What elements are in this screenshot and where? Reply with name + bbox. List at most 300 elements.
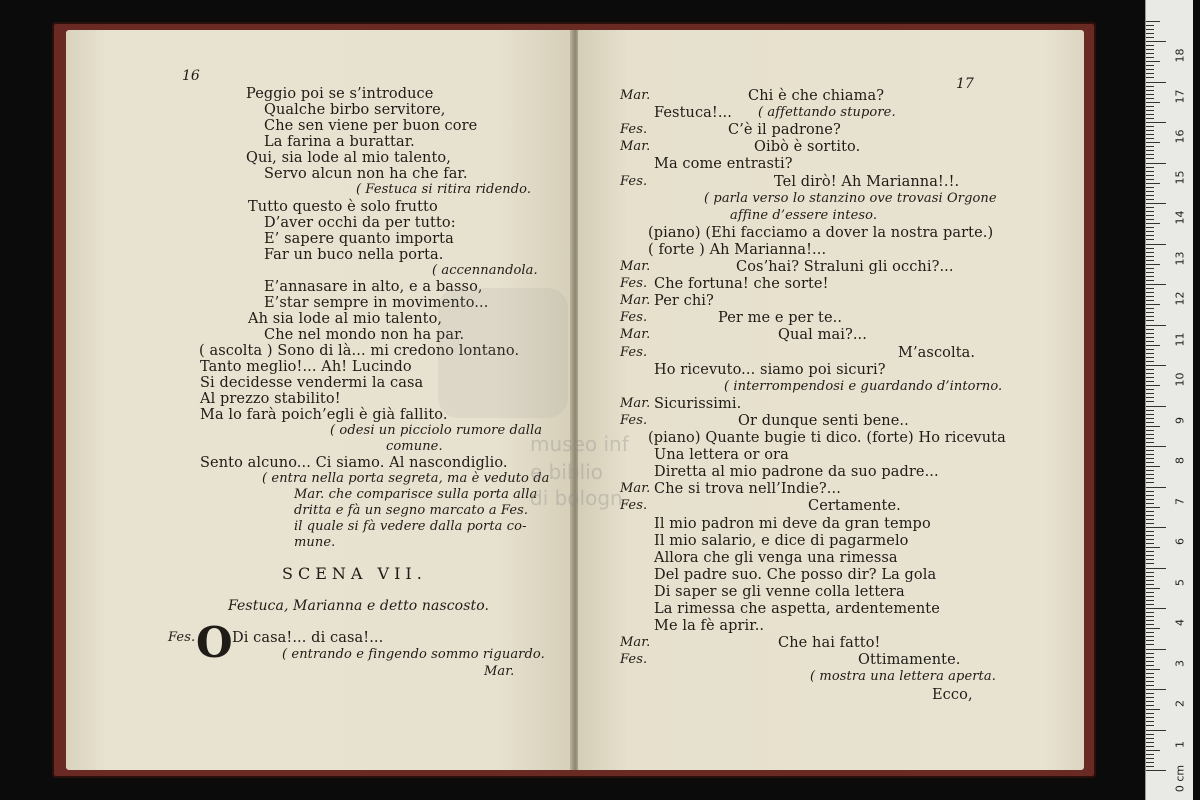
ruler-tick (1146, 418, 1154, 419)
ruler-tick (1146, 86, 1154, 87)
ruler-tick (1146, 725, 1154, 726)
ruler-tick (1146, 393, 1154, 394)
ruler-tick (1146, 446, 1166, 447)
ruler-tick (1146, 543, 1154, 544)
ruler-tick (1146, 766, 1154, 767)
ruler-tick (1146, 264, 1160, 265)
speaker-label: Mar. (620, 259, 651, 274)
ruler-tick (1146, 308, 1154, 309)
ruler-tick (1146, 762, 1154, 763)
ruler-tick (1146, 397, 1154, 398)
ruler-tick (1146, 677, 1154, 678)
ruler-tick (1146, 94, 1154, 95)
ruler-tick (1146, 231, 1154, 232)
ruler-tick (1146, 304, 1160, 305)
ruler-tick (1146, 442, 1154, 443)
dialogue-line: Che si trova nell’Indie?... (654, 481, 841, 498)
ruler-tick (1146, 215, 1154, 216)
ruler-tick (1146, 422, 1154, 423)
dialogue-line: C’è il padrone? (728, 122, 841, 139)
verse-line: Qui, sia lode al mio talento, (246, 150, 451, 166)
watermark-text: museo inf (530, 432, 629, 456)
ruler-number: 9 (1173, 416, 1187, 424)
ruler-tick (1146, 438, 1154, 439)
ruler-tick (1146, 41, 1166, 42)
ruler-tick (1146, 649, 1166, 650)
ruler-tick (1146, 203, 1166, 204)
ruler-tick (1146, 158, 1154, 159)
ruler-tick (1146, 175, 1154, 176)
dialogue-line: Del padre suo. Che posso dir? La gola (654, 566, 937, 583)
ruler-tick (1146, 551, 1154, 552)
right-page (578, 30, 1084, 770)
speaker-label: Mar. (620, 293, 651, 309)
dialogue-line: Per chi? (654, 293, 714, 310)
ruler-unit-label: 0 cm (1173, 764, 1187, 793)
ruler-tick (1146, 183, 1160, 184)
watermark-logo (438, 288, 568, 418)
ruler-tick (1146, 90, 1154, 91)
dialogue-line: Diretta al mio padrone da suo padre... (654, 464, 939, 481)
ruler-tick (1146, 596, 1154, 597)
dialogue-line: Che fortuna! che sorte! (654, 276, 829, 293)
verse-line: Tanto meglio!... Ah! Lucindo (200, 359, 412, 375)
ruler-tick (1146, 163, 1166, 164)
stage-direction: ( interrompendosi e guardando d’intorno. (724, 378, 1003, 394)
dialogue-line: Il mio padron mi deve da gran tempo (654, 515, 931, 532)
ruler-tick (1146, 179, 1154, 180)
ruler-tick (1146, 559, 1154, 560)
ruler-tick (1146, 410, 1154, 411)
speaker-label: Fes. (620, 276, 648, 292)
ruler-tick (1146, 474, 1154, 475)
ruler-tick (1146, 341, 1154, 342)
ruler-tick (1146, 345, 1160, 346)
ruler-tick (1146, 45, 1154, 46)
verse-line: Che sen viene per buon core (264, 118, 478, 134)
ruler-tick (1146, 555, 1154, 556)
scene-characters: Festuca, Marianna e detto nascosto. (228, 598, 490, 614)
ruler-tick (1146, 401, 1154, 402)
ruler-tick (1146, 770, 1166, 771)
ruler-number: 7 (1173, 497, 1187, 505)
stage-direction: Mar. che comparisce sulla porta alla (294, 487, 538, 502)
stage-direction: ( parla verso lo stanzino ove trovasi Orgone (704, 190, 997, 206)
ruler-number: 8 (1173, 457, 1187, 464)
ruler-tick (1146, 57, 1154, 58)
ruler-tick (1146, 377, 1154, 378)
dialogue-line: Il mio salario, e dice di pagarmelo (654, 532, 909, 549)
ruler-tick (1146, 697, 1154, 698)
ruler-tick (1146, 754, 1154, 755)
dialogue-line: Per me e per te.. (718, 310, 843, 327)
ruler-tick (1146, 187, 1154, 188)
stage-direction: il quale si fà vedere dalla porta co- (294, 519, 527, 534)
scene-title: SCENA VII. (282, 564, 427, 583)
ruler-tick (1146, 450, 1154, 451)
ruler-tick (1146, 693, 1154, 694)
ruler-tick (1146, 612, 1154, 613)
dialogue-line: Oibò è sortito. (754, 139, 861, 156)
ruler-tick (1146, 709, 1160, 710)
ruler-tick (1146, 349, 1154, 350)
ruler-tick (1146, 701, 1154, 702)
ruler-tick (1146, 77, 1154, 78)
ruler-number: 3 (1173, 659, 1187, 667)
ruler-number: 6 (1173, 538, 1187, 545)
ruler-number: 15 (1173, 170, 1187, 184)
ruler-tick (1146, 385, 1160, 386)
ruler-number: 1 (1173, 740, 1187, 748)
ruler-tick (1146, 316, 1154, 317)
ruler-number: 13 (1173, 251, 1187, 265)
ruler-tick (1146, 738, 1154, 739)
ruler-tick (1146, 434, 1154, 435)
dialogue-line: Chi è che chiama? (748, 88, 885, 104)
ruler-tick (1146, 130, 1154, 131)
ruler-number: 14 (1173, 210, 1187, 225)
ruler-tick (1146, 620, 1154, 621)
speaker-label: Fes. (620, 310, 648, 326)
verse-line: E’ sapere quanto importa (264, 231, 454, 247)
watermark-text: di bologn (530, 486, 623, 510)
ruler-tick (1146, 73, 1154, 74)
ruler-tick (1146, 632, 1154, 633)
dialogue-line: (piano) (Ehi facciamo a dover la nostra parte.) (648, 224, 994, 241)
dialogue-line: Certamente. (808, 498, 901, 515)
ruler-tick (1146, 430, 1154, 431)
stage-direction: ( odesi un picciolo rumore dalla (330, 423, 543, 438)
ruler-tick (1146, 211, 1154, 212)
speaker-label: Mar. (620, 327, 651, 343)
catchword: Mar. (484, 664, 515, 679)
ruler-tick (1146, 576, 1154, 577)
ruler-tick (1146, 547, 1160, 548)
ruler-tick (1146, 470, 1154, 471)
verse-line: Di casa!... di casa!... (232, 630, 384, 646)
ruler-tick (1146, 523, 1154, 524)
dialogue-line: (piano) Quante bugie ti dico. (forte) Ho ricevuta (648, 430, 1006, 446)
ruler-tick (1146, 487, 1166, 488)
ruler-tick (1146, 373, 1154, 374)
dialogue-line: Allora che gli venga una rimessa (654, 549, 898, 566)
ruler-tick (1146, 628, 1160, 629)
ruler-tick (1146, 491, 1154, 492)
ruler-tick (1146, 146, 1154, 147)
verse-line: Ah sia lode al mio talento, (248, 311, 443, 327)
ruler-tick (1146, 21, 1160, 22)
measuring-ruler (1145, 0, 1193, 800)
ruler-number: 17 (1173, 89, 1187, 103)
ruler-tick (1146, 657, 1154, 658)
ruler-tick (1146, 110, 1154, 111)
ruler-tick (1146, 134, 1154, 135)
dialogue-line: Or dunque senti bene.. (738, 412, 909, 429)
ruler-tick (1146, 482, 1154, 483)
verse-line: E’star sempre in movimento... (264, 295, 489, 311)
dialogue-line: Me la fè aprir.. (654, 618, 765, 635)
ruler-tick (1146, 248, 1154, 249)
ruler-tick (1146, 624, 1154, 625)
dialogue-line: Che hai fatto! (778, 635, 881, 652)
ruler-tick (1146, 235, 1154, 236)
ruler-tick (1146, 102, 1160, 103)
ruler-tick (1146, 239, 1154, 240)
ruler-tick (1146, 750, 1160, 751)
speaker-label: Fes. (620, 412, 648, 428)
ruler-number: 18 (1173, 48, 1187, 63)
ruler-tick (1146, 454, 1154, 455)
ruler-tick (1146, 580, 1154, 581)
ruler-tick (1146, 588, 1160, 589)
ruler-tick (1146, 600, 1154, 601)
ruler-tick (1146, 300, 1154, 301)
ruler-tick (1146, 296, 1154, 297)
speaker-label: Mar. (620, 88, 651, 103)
ruler-tick (1146, 191, 1154, 192)
ruler-tick (1146, 98, 1154, 99)
ruler-tick (1146, 25, 1154, 26)
ruler-tick (1146, 608, 1166, 609)
stage-direction: ( mostra una lettera aperta. (810, 669, 996, 685)
stage-direction: affine d’essere inteso. (730, 207, 878, 223)
verse-line: Che nel mondo non ha par. (264, 327, 465, 343)
speaker-label: Fes. (620, 122, 648, 138)
ruler-number: 11 (1173, 332, 1187, 346)
ruler-tick (1146, 519, 1154, 520)
stage-direction: ( Festuca si ritira ridendo. (356, 182, 532, 197)
ruler-tick (1146, 65, 1154, 66)
ruler-tick (1146, 721, 1154, 722)
ruler-number: 4 (1173, 619, 1187, 626)
page-number-right: 17 (956, 76, 974, 92)
ruler-tick (1146, 154, 1154, 155)
stage-direction: comune. (386, 439, 443, 454)
ruler-tick (1146, 563, 1154, 564)
stage-direction: ( entra nella porta segreta, ma è veduto da (262, 471, 550, 486)
ruler-tick (1146, 568, 1166, 569)
ruler-tick (1146, 337, 1154, 338)
ruler-tick (1146, 572, 1154, 573)
ruler-number: 12 (1173, 291, 1187, 306)
ruler-tick (1146, 414, 1154, 415)
ruler-tick (1146, 734, 1154, 735)
ruler-tick (1146, 142, 1160, 143)
ruler-tick (1146, 256, 1154, 257)
ruler-tick (1146, 539, 1154, 540)
verse-line: Sento alcuno... Ci siamo. Al nascondiglio. (200, 455, 508, 471)
speaker-label: Mar. (620, 481, 651, 497)
verse-line: Si decidesse vendermi la casa (200, 375, 424, 391)
watermark-text: e biblio (530, 460, 603, 484)
stage-direction: ( affettando stupore. (758, 105, 896, 121)
ruler-tick (1146, 171, 1154, 172)
ruler-tick (1146, 53, 1154, 54)
ruler-tick (1146, 37, 1154, 38)
verse-line: Servo alcun non ha che far. (264, 166, 468, 182)
ruler-tick (1146, 227, 1154, 228)
ruler-tick (1146, 325, 1166, 326)
dialogue-line: Di saper se gli venne colla lettera (654, 583, 905, 600)
speaker-label: Fes. (620, 344, 648, 360)
verse-line: Al prezzo stabilito! (200, 391, 341, 407)
ruler-tick (1146, 616, 1154, 617)
verse-line: La farina a burattar. (264, 134, 415, 150)
ruler-tick (1146, 195, 1154, 196)
ruler-tick (1146, 150, 1154, 151)
ruler-tick (1146, 369, 1154, 370)
ruler-tick (1146, 673, 1154, 674)
ruler-tick (1146, 126, 1154, 127)
ruler-tick (1146, 389, 1154, 390)
ruler-tick (1146, 292, 1154, 293)
ruler-tick (1146, 49, 1154, 50)
ruler-tick (1146, 167, 1154, 168)
speaker-label: Fes. (620, 498, 648, 514)
verse-line: Ma lo farà poich’egli è già fallito. (200, 407, 448, 423)
speaker-label: Mar. (620, 139, 651, 155)
verse-line: Peggio poi se s’introduce (246, 86, 434, 102)
ruler-tick (1146, 244, 1166, 245)
ruler-tick (1146, 681, 1154, 682)
ruler-tick (1146, 114, 1154, 115)
ruler-tick (1146, 33, 1154, 34)
dialogue-line: ( forte ) Ah Marianna!... (648, 241, 827, 258)
ruler-tick (1146, 653, 1154, 654)
ruler-tick (1146, 535, 1154, 536)
ruler-tick (1146, 685, 1154, 686)
ruler-tick (1146, 357, 1154, 358)
speaker-label: Fes. (620, 652, 648, 668)
ruler-tick (1146, 499, 1154, 500)
ruler-tick (1146, 353, 1154, 354)
dialogue-line: Qual mai?... (778, 327, 867, 344)
speaker-label: Mar. (620, 635, 651, 651)
ruler-tick (1146, 661, 1154, 662)
ruler-tick (1146, 503, 1154, 504)
ruler-tick (1146, 640, 1154, 641)
ruler-tick (1146, 333, 1154, 334)
dialogue-line: Tel dirò! Ah Marianna!.!. (774, 173, 960, 190)
ruler-tick (1146, 527, 1166, 528)
ruler-tick (1146, 665, 1154, 666)
ruler-tick (1146, 644, 1154, 645)
dialogue-line: Ecco, (932, 686, 973, 703)
verse-line: D’aver occhi da per tutto: (264, 215, 456, 231)
ruler-tick (1146, 758, 1154, 759)
ruler-tick (1146, 272, 1154, 273)
ruler-tick (1146, 515, 1154, 516)
ruler-tick (1146, 320, 1154, 321)
verse-line: E’annasare in alto, e a basso, (264, 279, 483, 295)
stage-direction: ( entrando e fingendo sommo riguardo. (282, 647, 545, 662)
verse-line: Tutto questo è solo frutto (248, 199, 438, 215)
drop-cap: O (196, 618, 233, 667)
ruler-tick (1146, 713, 1154, 714)
ruler-tick (1146, 268, 1154, 269)
ruler-tick (1146, 29, 1154, 30)
ruler-tick (1146, 466, 1160, 467)
dialogue-line: Una lettera or ora (654, 447, 789, 464)
ruler-tick (1146, 458, 1154, 459)
ruler-number: 10 (1173, 372, 1187, 387)
ruler-tick (1146, 312, 1154, 313)
stage-direction: mune. (294, 535, 336, 550)
verse-line: ( ascolta ) Sono di là... mi credono lontano. (199, 343, 520, 359)
ruler-tick (1146, 705, 1154, 706)
ruler-tick (1146, 689, 1166, 690)
ruler-tick (1146, 252, 1154, 253)
ruler-tick (1146, 636, 1154, 637)
dialogue-line: Cos’hai? Straluni gli occhi?... (736, 259, 954, 275)
ruler-tick (1146, 199, 1154, 200)
ruler-tick (1146, 106, 1154, 107)
dialogue-line: La rimessa che aspetta, ardentemente (654, 601, 940, 617)
ruler-tick (1146, 284, 1166, 285)
ruler-tick (1146, 381, 1154, 382)
ruler-tick (1146, 219, 1154, 220)
speaker-label: Fes. (620, 173, 648, 189)
dialogue-line: Festuca!... (654, 105, 732, 122)
ruler-tick (1146, 604, 1154, 605)
dialogue-line: Sicurissimi. (654, 395, 742, 412)
ruler-tick (1146, 717, 1154, 718)
ruler-tick (1146, 223, 1160, 224)
verse-line: Qualche birbo servitore, (264, 102, 446, 118)
ruler-tick (1146, 118, 1154, 119)
page-number-left: 16 (182, 68, 200, 84)
ruler-number: 16 (1173, 129, 1187, 144)
ruler-number: 2 (1173, 700, 1187, 707)
ruler-tick (1146, 592, 1154, 593)
ruler-tick (1146, 365, 1166, 366)
ruler-tick (1146, 280, 1154, 281)
ruler-tick (1146, 507, 1160, 508)
ruler-tick (1146, 276, 1154, 277)
ruler-tick (1146, 742, 1154, 743)
dialogue-line: Ma come entrasti? (654, 156, 793, 173)
ruler-tick (1146, 61, 1160, 62)
speaker-label: Mar. (620, 395, 651, 411)
ruler-tick (1146, 138, 1154, 139)
dialogue-line: M’ascolta. (898, 344, 976, 361)
ruler-tick (1146, 260, 1154, 261)
ruler-tick (1146, 746, 1154, 747)
ruler-tick (1146, 462, 1154, 463)
ruler-tick (1146, 288, 1154, 289)
ruler-tick (1146, 584, 1154, 585)
ruler-tick (1146, 511, 1154, 512)
ruler-tick (1146, 478, 1154, 479)
speaker-label: Fes. (168, 630, 196, 645)
ruler-tick (1146, 495, 1154, 496)
ruler-tick (1146, 730, 1166, 731)
ruler-tick (1146, 69, 1154, 70)
ruler-tick (1146, 426, 1160, 427)
ruler-tick (1146, 82, 1166, 83)
stage-direction: ( accennandola. (432, 263, 538, 278)
ruler-number: 5 (1173, 578, 1187, 586)
ruler-tick (1146, 406, 1166, 407)
ruler-tick (1146, 361, 1154, 362)
ruler-tick (1146, 207, 1154, 208)
dialogue-line: Ho ricevuto... siamo poi sicuri? (654, 361, 886, 378)
ruler-tick (1146, 122, 1166, 123)
dialogue-line: Ottimamente. (858, 652, 961, 669)
ruler-tick (1146, 329, 1154, 330)
stage-direction: dritta e fà un segno marcato a Fes. (294, 503, 529, 518)
verse-line: Far un buco nella porta. (264, 247, 444, 263)
